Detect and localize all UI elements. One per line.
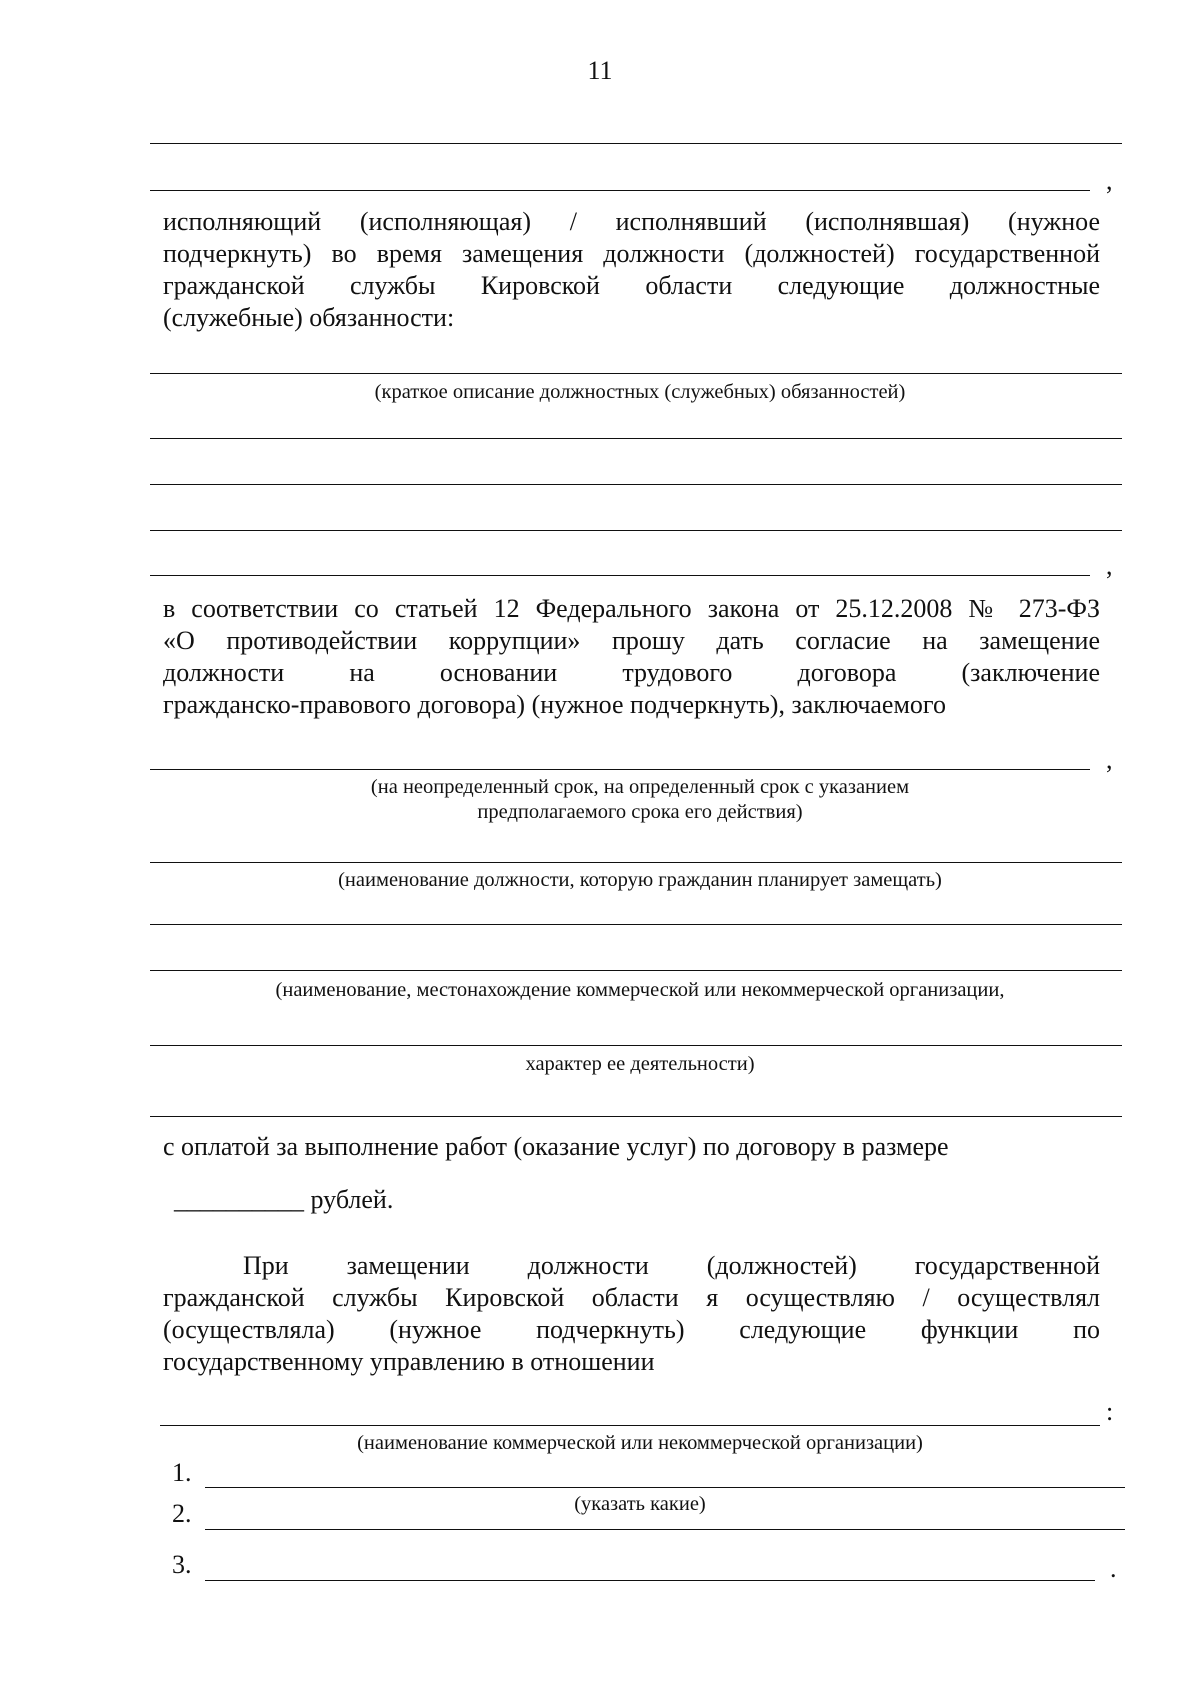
duties-line-4: (служебные) обязанности: (163, 303, 455, 332)
fill-line (150, 1116, 1122, 1117)
fill-line (150, 924, 1122, 925)
payment-amount-row (174, 1184, 393, 1216)
fill-line (150, 484, 1122, 485)
duties-caption: (краткое описание должностных (служебных) обязанностей) (374, 381, 906, 403)
functions-line-4: государственному управлению в отношении (163, 1347, 655, 1376)
comma: , (1106, 551, 1113, 580)
functions-line-3: (осуществляла) (нужное подчеркнуть) следующие функции по (163, 1315, 1100, 1344)
functions-paragraph (163, 1250, 1100, 1378)
duties-line-3: гражданской службы Кировской области следующие должностные (163, 271, 1100, 300)
duties-line-1: исполняющий (исполняющая) / исполнявший (исполнявшая) (нужное (163, 207, 1100, 236)
list-fill-line (205, 1487, 1125, 1488)
list-number-3: 3. (172, 1550, 192, 1579)
fill-line (150, 1045, 1122, 1046)
fill-line (150, 143, 1122, 144)
fill-line (160, 1425, 1100, 1426)
colon: : (1106, 1397, 1114, 1426)
specify-caption: (указать какие) (574, 1493, 706, 1515)
comma: , (1106, 745, 1113, 774)
term-caption-line-2: предполагаемого срока его действия) (477, 801, 803, 823)
term-caption (150, 775, 1130, 825)
payment-paragraph (163, 1131, 1100, 1163)
law-line-2: «О противодействии коррупции» прошу дать согласие на замещение (163, 626, 1100, 655)
functions-line-1: При замещении должности (должностей) государственной (243, 1251, 1100, 1280)
fill-line (150, 769, 1090, 770)
list-fill-line (205, 1580, 1095, 1581)
comma: , (1106, 166, 1113, 195)
period: . (1110, 1554, 1117, 1583)
fill-line (150, 373, 1122, 374)
payment-line-1: с оплатой за выполнение работ (оказание услуг) по договору в размере (163, 1132, 949, 1161)
fill-line (150, 190, 1090, 191)
law-line-3: должности на основании трудового договора (заключение (163, 658, 1100, 687)
payment-amount-blank: __________ (174, 1185, 304, 1214)
position-caption: (наименование должности, которую гражданин планирует замещать) (338, 869, 942, 891)
org-name-caption: (наименование коммерческой или некоммерческой организации) (357, 1432, 923, 1454)
fill-line (150, 575, 1090, 576)
duties-paragraph (163, 206, 1100, 334)
duties-line-2: подчеркнуть) во время замещения должности (должностей) государственной (163, 239, 1100, 268)
payment-currency: рублей. (310, 1185, 394, 1214)
org-caption-line-1: (наименование, местонахождение коммерческой или некоммерческой организации, (275, 979, 1005, 1001)
law-line-4: гражданско-правового договора) (нужное подчеркнуть), заключаемого (163, 690, 946, 719)
fill-line (150, 530, 1122, 531)
list-number-2: 2. (172, 1499, 192, 1528)
page-number: 11 (587, 56, 613, 85)
law-paragraph (163, 593, 1100, 721)
list-fill-line (205, 1529, 1125, 1530)
org-caption-line-2: характер ее деятельности) (525, 1053, 755, 1075)
fill-line (150, 862, 1122, 863)
term-caption-line-1: (на неопределенный срок, на определенный срок с указанием (370, 776, 910, 798)
functions-line-2: гражданской службы Кировской области я осуществляю / осуществлял (163, 1283, 1100, 1312)
fill-line (150, 970, 1122, 971)
list-number-1: 1. (172, 1458, 192, 1487)
law-line-1: в соответствии со статьей 12 Федерального закона от 25.12.2008 № 273-ФЗ (163, 594, 1100, 623)
fill-line (150, 438, 1122, 439)
